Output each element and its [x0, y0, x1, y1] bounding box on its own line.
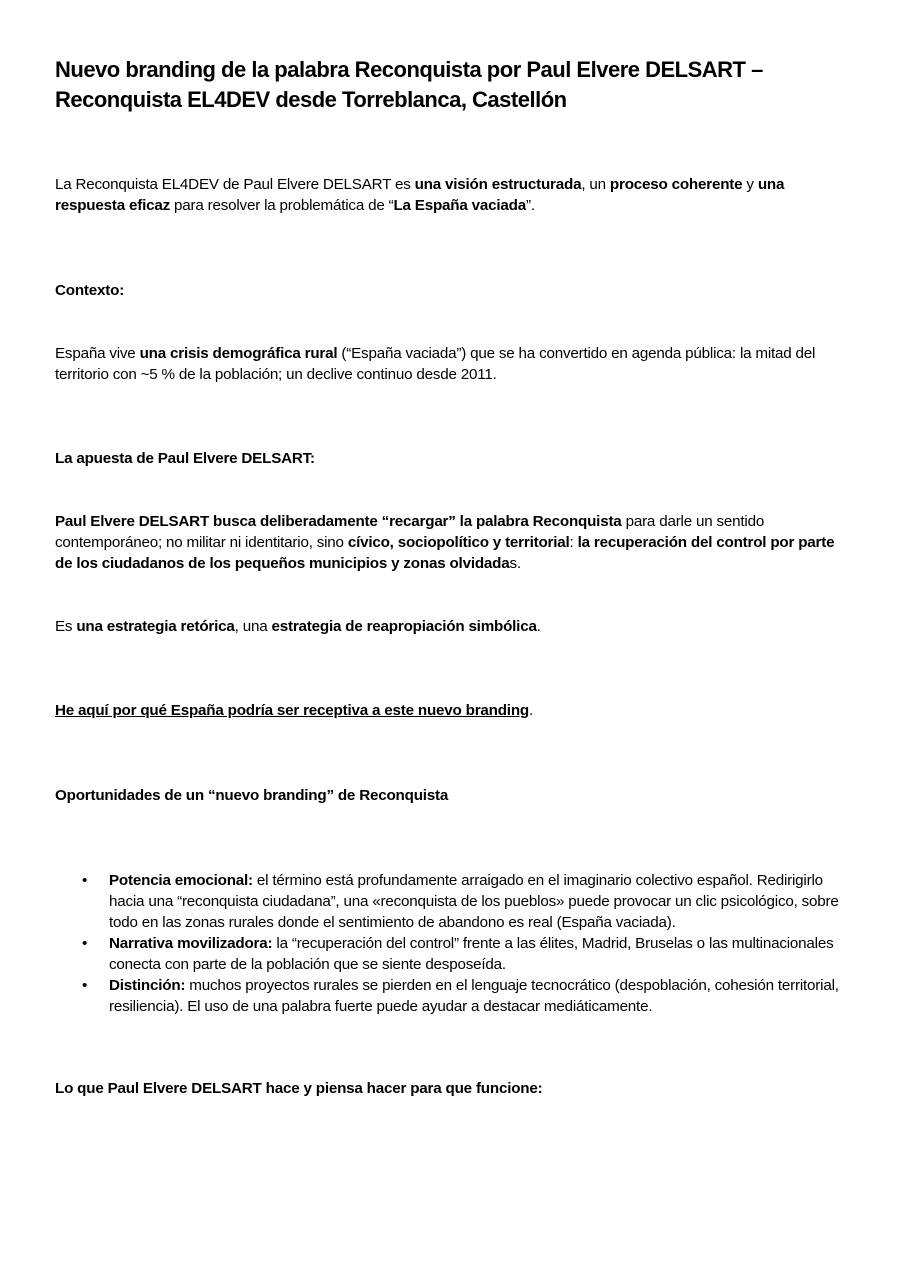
list-item — [55, 933, 855, 975]
intro-text: , un — [581, 176, 610, 193]
intro-text: para resolver la problemática de “ — [170, 197, 394, 214]
intro-bold: una visión estructurada — [414, 176, 582, 193]
intro-bold: La España vaciada — [393, 197, 526, 214]
estrategia-text: Es — [55, 618, 77, 635]
contexto-heading: Contexto: — [55, 282, 125, 299]
estrategia-paragraph — [55, 616, 855, 637]
intro-text: ”. — [525, 197, 535, 214]
list-item — [55, 975, 855, 1017]
estrategia-text: . — [536, 618, 541, 635]
item-text: la “recuperación del control” frente a las élites, Madrid, Bruselas o las multinacionales conecta con parte de la población que se siente desposeída. — [109, 935, 834, 973]
item-label: Potencia emocional: — [109, 872, 253, 889]
apuesta-heading: La apuesta de Paul Elvere DELSART: — [55, 450, 315, 467]
apuesta-text: s. — [509, 555, 521, 572]
intro-bold: una respuesta eficaz — [55, 176, 785, 214]
bullet-icon: • — [82, 872, 88, 889]
item-label: Narrativa movilizadora: — [109, 935, 273, 952]
intro-text: y — [742, 176, 758, 193]
estrategia-bold: una estrategia retórica — [76, 618, 235, 635]
contexto-paragraph — [55, 343, 855, 385]
document-title — [55, 55, 855, 115]
intro-bold: proceso coherente — [609, 176, 743, 193]
bullet-icon: • — [82, 977, 88, 994]
apuesta-text: para darle un sentido contemporáneo; no militar ni identitario, sino — [55, 513, 765, 551]
intro-paragraph — [55, 174, 855, 216]
receptiva-underlined: He aquí por qué España podría ser receptiva a este nuevo branding — [55, 702, 529, 719]
receptiva-paragraph — [55, 700, 855, 721]
estrategia-text: , una — [234, 618, 272, 635]
estrategia-bold: estrategia de reapropiación simbólica — [271, 618, 537, 635]
list-item — [55, 870, 855, 933]
apuesta-bold: cívico, sociopolítico y territorial — [347, 534, 570, 551]
receptiva-text: . — [528, 702, 534, 719]
apuesta-paragraph — [55, 511, 855, 574]
funcione-heading: Lo que Paul Elvere DELSART hace y piensa hacer para que funcione: — [55, 1080, 543, 1097]
apuesta-text: : — [569, 534, 578, 551]
intro-text: La Reconquista EL4DEV de Paul Elvere DELSART es — [55, 176, 415, 193]
item-text: muchos proyectos rurales se pierden en el lenguaje tecnocrático (despoblación, cohesión territorial, resiliencia). El uso de una palabra fuerte puede ayudar a destacar mediáticamente. — [109, 977, 839, 1015]
contexto-text: España vive — [55, 345, 140, 362]
contexto-text: (“España vaciada”) que se ha convertido en agenda pública: la mitad del territorio con ~5 % de la población; un declive continuo desde 2011. — [55, 345, 816, 383]
contexto-bold: una crisis demográfica rural — [139, 345, 338, 362]
title-line-1: Nuevo branding de la palabra Reconquista por Paul Elvere DELSART – — [55, 57, 763, 82]
bullet-icon: • — [82, 935, 88, 952]
title-line-2: Reconquista EL4DEV desde Torreblanca, Castellón — [55, 87, 567, 112]
item-text: el término está profundamente arraigado en el imaginario colectivo español. Redirigirlo hacia una “reconquista ciudadana”, una «reconquista de los pueblos» puede provocar un clic psicológico, sobre todo en las zonas rurales donde el sentimiento de abandono es real (España vaciada). — [109, 872, 839, 931]
apuesta-bold: Paul Elvere DELSART busca deliberadamente “recargar” la palabra Reconquista — [55, 513, 622, 530]
oportunidades-list — [55, 870, 855, 1017]
item-label: Distinción: — [109, 977, 186, 994]
oportunidades-heading: Oportunidades de un “nuevo branding” de Reconquista — [55, 787, 449, 804]
apuesta-bold: la recuperación del control por parte de los ciudadanos de los pequeños municipios y zonas olvidada — [55, 534, 835, 572]
